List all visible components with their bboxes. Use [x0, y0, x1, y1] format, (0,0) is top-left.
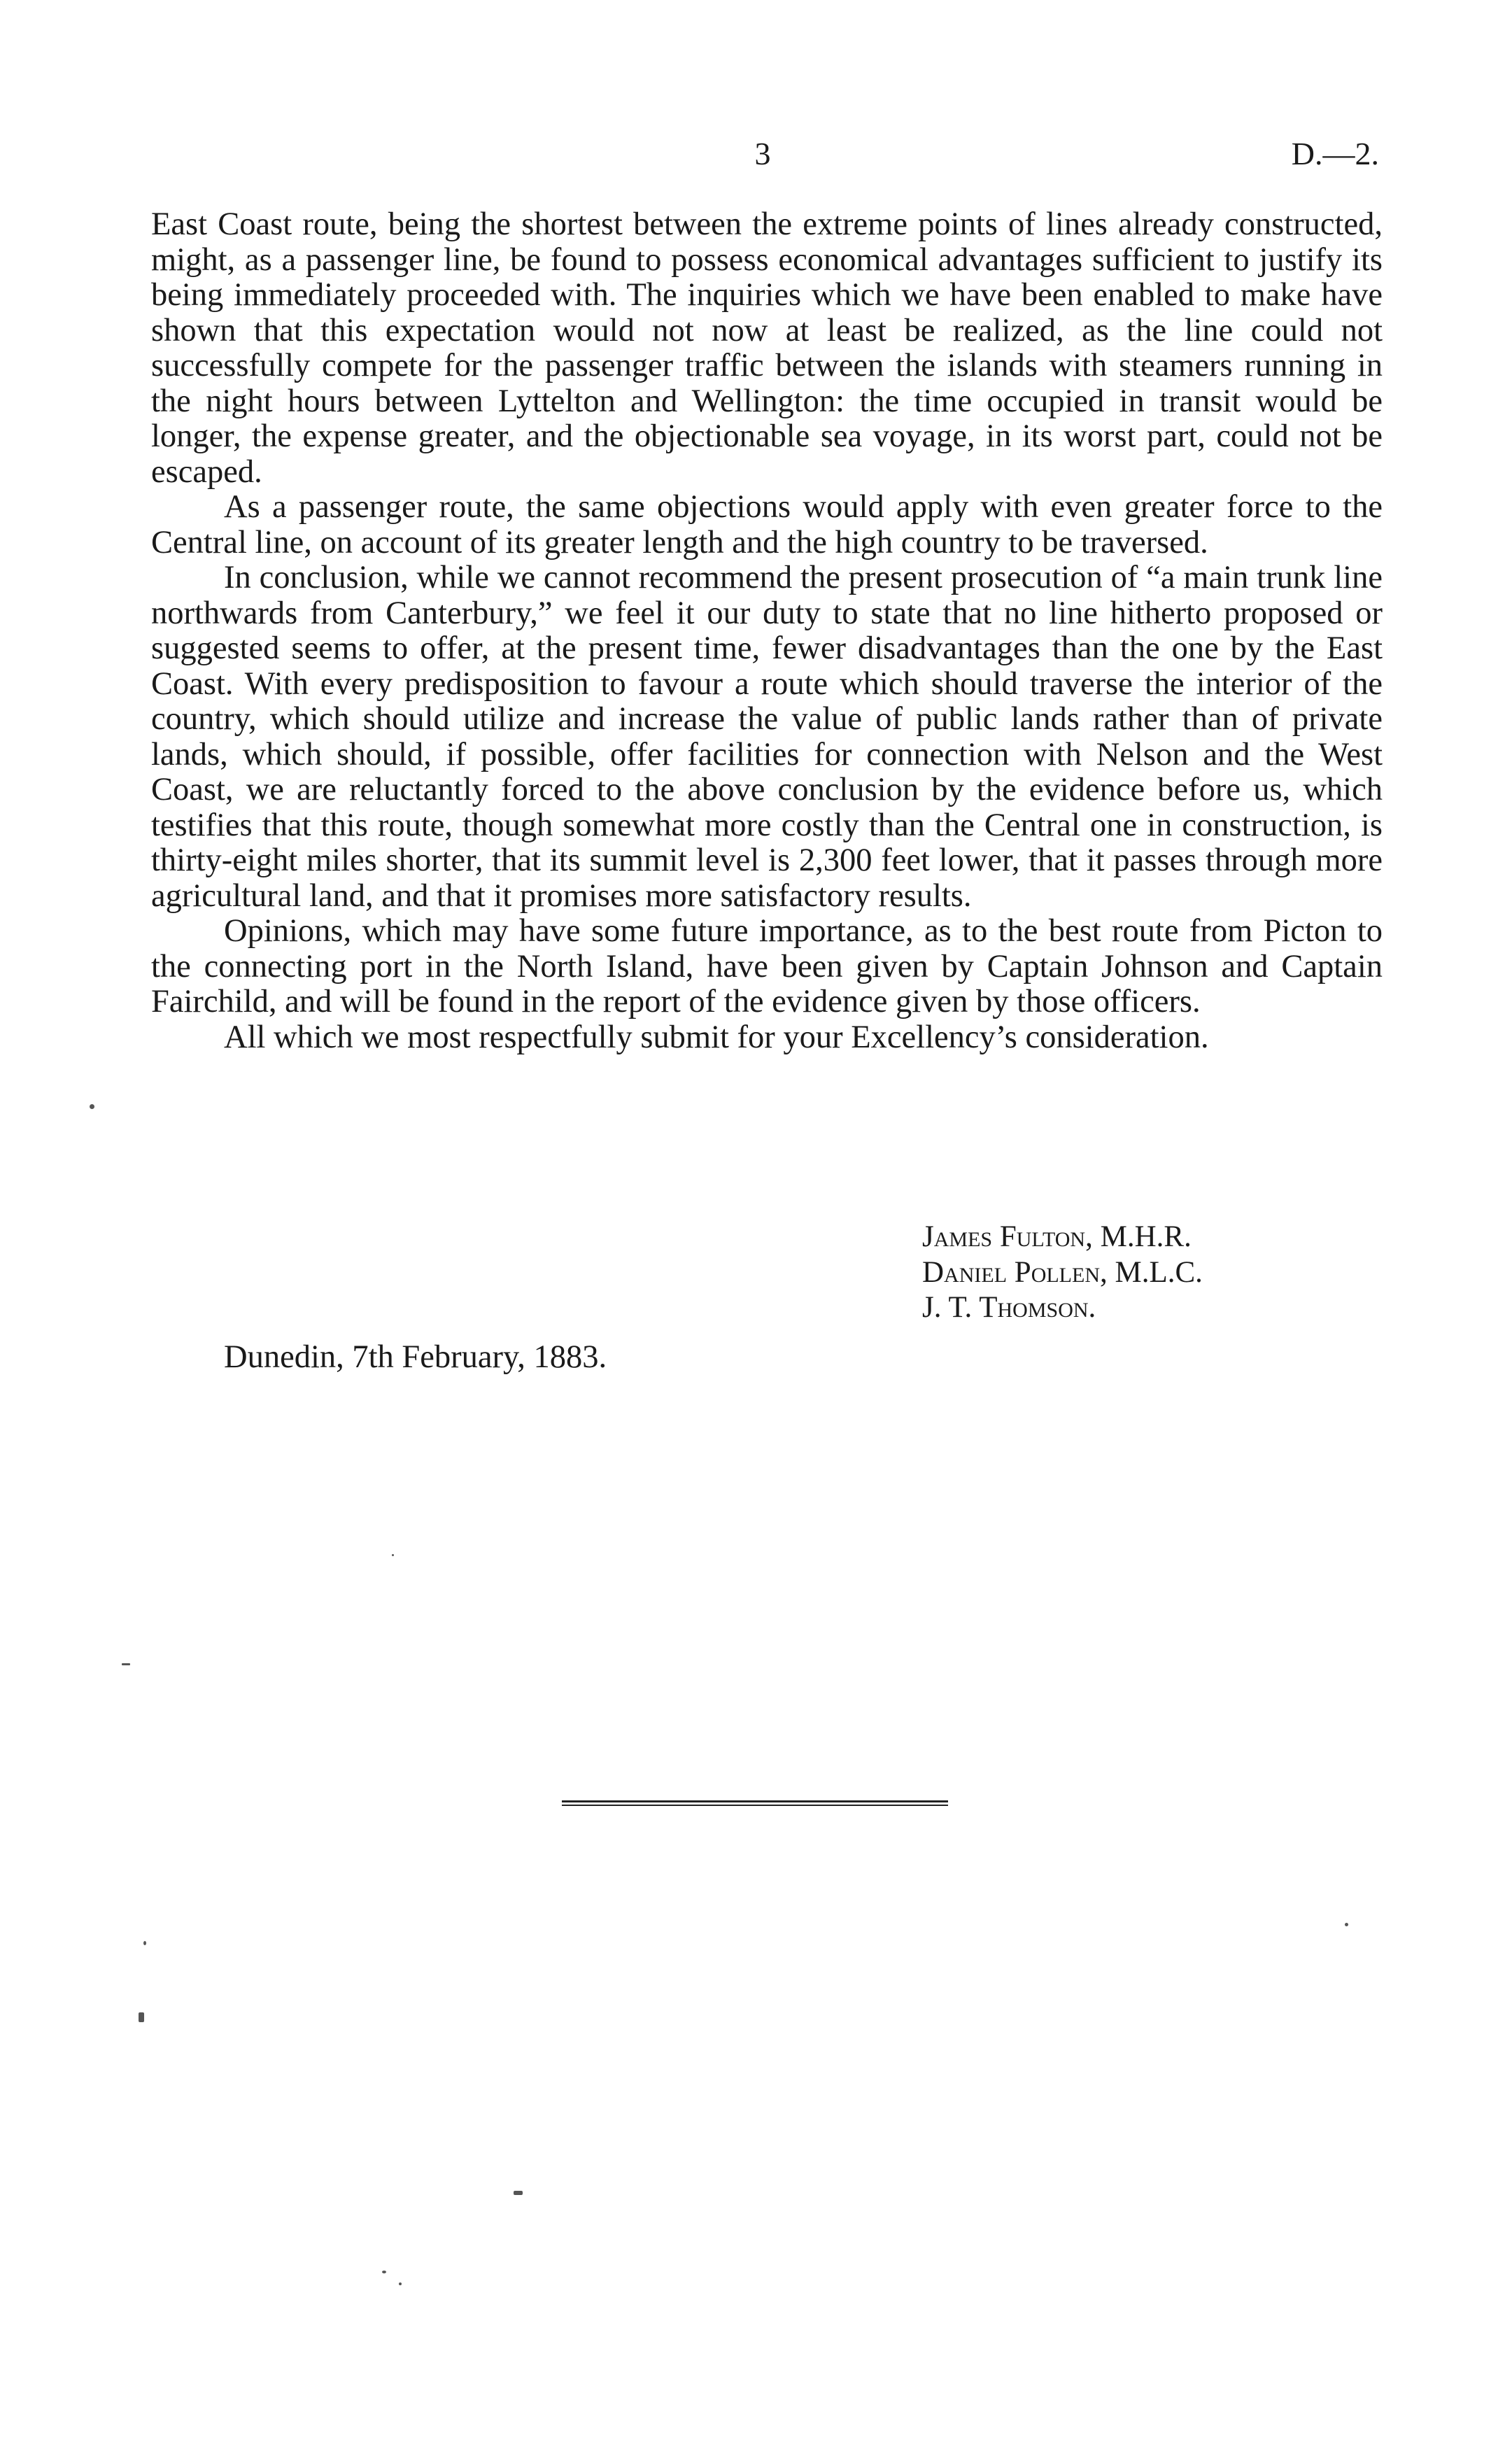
place-and-date: Dunedin, 7th February, 1883. — [224, 1339, 607, 1375]
scan-speck — [143, 1941, 146, 1945]
paragraph-submission: All which we most respectfully submit for your Excellency’s consideration. — [224, 1019, 1209, 1055]
signatory-pollen: Daniel Pollen, M.L.C. — [922, 1255, 1203, 1289]
signatory-fulton: James Fulton, M.H.R. — [922, 1220, 1192, 1253]
closing-double-rule — [562, 1800, 948, 1806]
signatory-title: M.H.R. — [1100, 1220, 1192, 1253]
signatory-title: M.L.C. — [1115, 1255, 1203, 1289]
scan-speck — [392, 1554, 394, 1556]
signatory-name: J. T. Thomson — [922, 1291, 1089, 1324]
scan-speck — [139, 2012, 144, 2022]
scan-speck — [399, 2282, 402, 2285]
signatory-thomson: J. T. Thomson. — [922, 1291, 1096, 1324]
scan-speck — [1345, 1923, 1348, 1926]
paragraph-opinions: Opinions, which may have some future importance, as to the best route from Picton to the connecting port in the North Island, have been given by Captain Johnson and Captain Fairchild, and will be found in the report of the evidence given by those officers. — [151, 913, 1383, 1019]
signatory-name: James Fulton — [922, 1220, 1086, 1253]
paragraph-conclusion: In conclusion, while we cannot recommend the present prosecution of “a main trunk line northwards from Canterbury,” we feel it our duty to state that no line hitherto proposed or suggested seems to offer, at the present time, fewer disadvantages than the one by the East Coast. With every predisposition to favour a route which should traverse the interior of the country, which should utilize and increase the value of public lands rather than of private lands, which should, if possible, offer facilities for connection with Nelson and the West Coast, we are reluctantly forced to the above conclusion by the evidence before us, which testifies that this route, though somewhat more costly than the Central one in construction, is thirty-eight miles shorter, that its summit level is 2,300 feet lower, that it passes through more agricultural land, and that it promises more satisfactory results. — [151, 560, 1383, 914]
signatory-name: Daniel Pollen — [922, 1255, 1100, 1289]
scan-speck — [122, 1663, 130, 1665]
paragraph-passenger-route: As a passenger route, the same objections would apply with even greater force to the Central line, on account of its greater length and the high country to be traversed. — [151, 489, 1383, 560]
scan-speck — [382, 2271, 386, 2273]
document-reference: D.—2. — [1291, 136, 1379, 171]
scan-speck — [514, 2191, 523, 2195]
paragraph-east-coast: East Coast route, being the shortest between the extreme points of lines already constructed, might, as a passenger line, be found to possess economical advantages sufficient to justify its being immediately proceeded with. The inquiries which we have been enabled to make have shown that this expectation would not now at least be realized, as the line could not successfully compete for the passenger traffic between the islands with steamers running in the night hours between Lyttelton and Wellington: the time occupied in transit would be longer, the expense greater, and the objectionable sea voyage, in its worst part, could not be escaped. — [151, 206, 1383, 490]
report-body — [151, 207, 1383, 1055]
scan-speck — [90, 1104, 94, 1109]
signature-block — [922, 1220, 1203, 1326]
page-number: 3 — [754, 136, 771, 171]
